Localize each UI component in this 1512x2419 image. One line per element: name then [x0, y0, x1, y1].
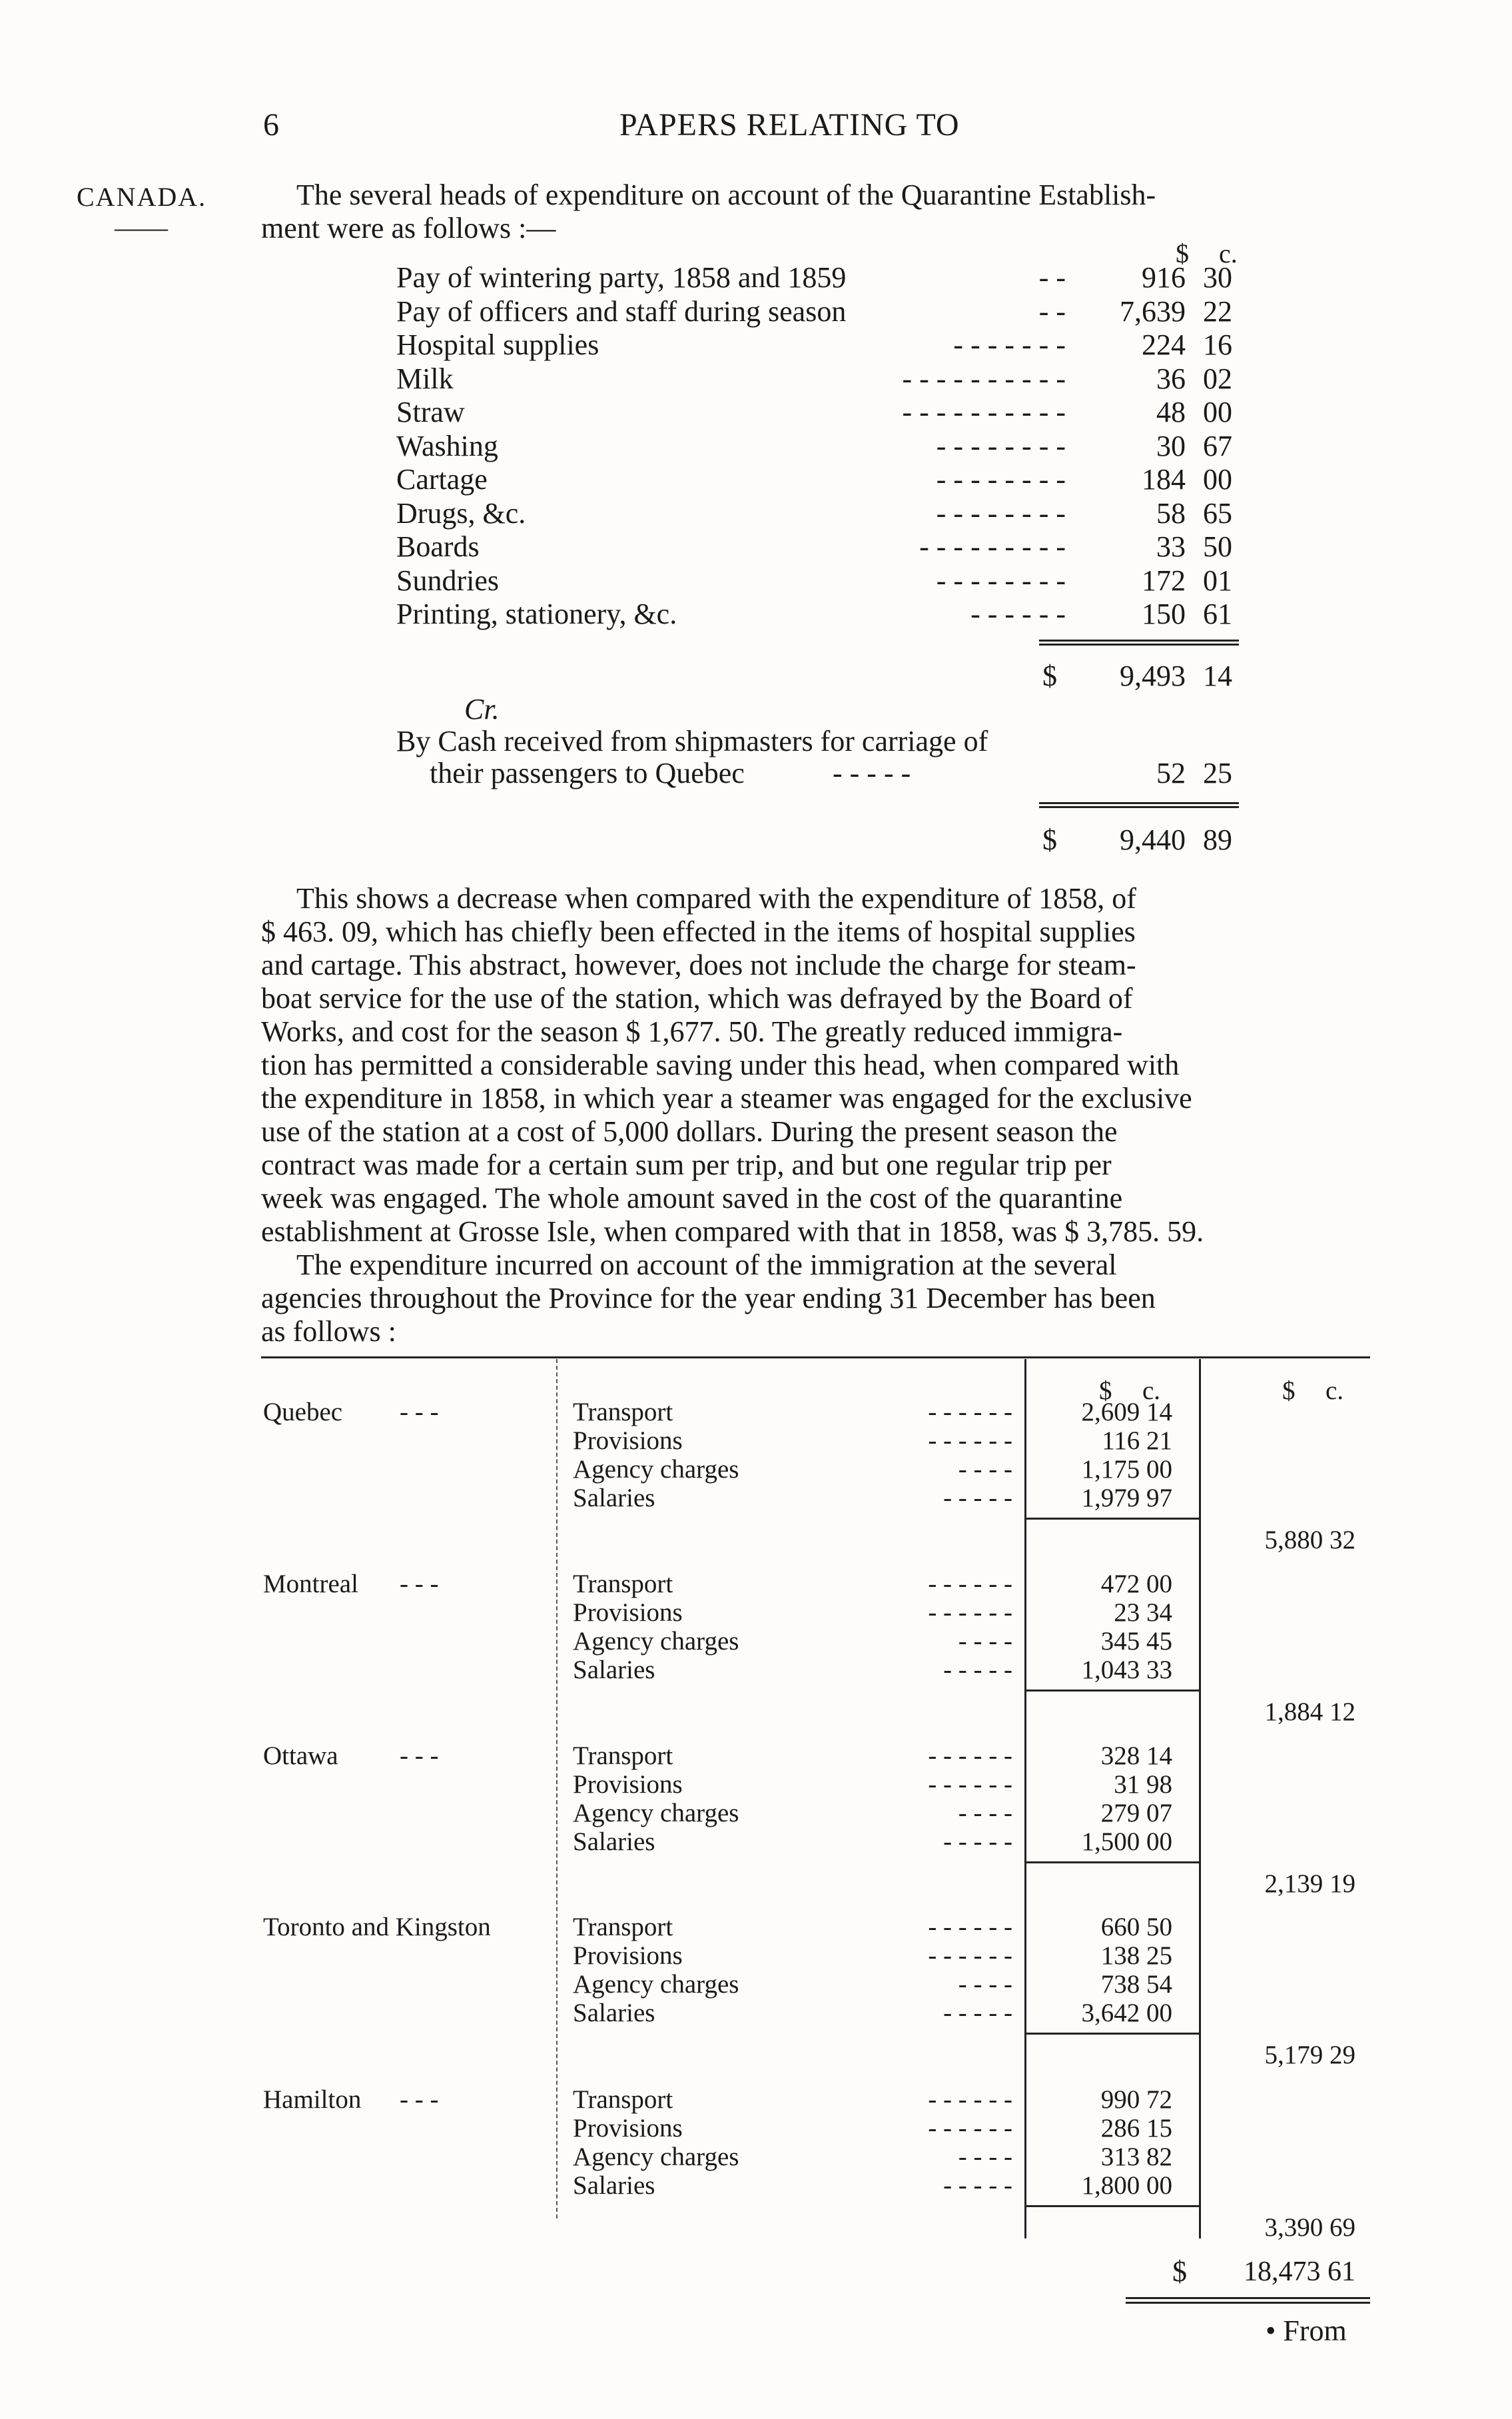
column-rule	[1024, 1359, 1026, 2238]
expense-leader: - - - - - - -	[953, 328, 1066, 361]
agency-item-value: 286 15	[1100, 2114, 1172, 2143]
expense-dollars: 33	[1156, 530, 1186, 563]
expense-cents: 02	[1203, 362, 1232, 395]
paragraph-line: week was engaged. The whole amount saved in the cost of the quarantine	[261, 1182, 1123, 1214]
expense-leader: - - - - - - - - - -	[902, 396, 1066, 428]
agency-item-value: 345 45	[1100, 1627, 1172, 1656]
agency-item-leader: - - - - - -	[928, 1570, 1012, 1598]
paragraph-line: the expenditure in 1858, in which year a steamer was engaged for the exclusive	[261, 1082, 1192, 1115]
subtotal-rule	[1024, 1690, 1199, 1692]
rule	[1039, 802, 1239, 804]
agency-item-leader: - - - - - -	[928, 1941, 1012, 1970]
agency-item-value: 472 00	[1100, 1570, 1172, 1598]
expense-label: Washing	[396, 429, 498, 462]
rule	[1126, 2297, 1370, 2299]
catchword: • From	[1266, 2314, 1347, 2347]
subtotal-rule	[1024, 2033, 1199, 2035]
expense-cents: 65	[1203, 496, 1232, 530]
agency-item-value: 3,642 00	[1081, 1999, 1172, 2027]
rule	[1126, 2302, 1370, 2304]
agency-total: 5,880 32	[1264, 1526, 1355, 1554]
paragraph-line: agencies throughout the Province for the year ending 31 December has been	[261, 1282, 1156, 1314]
agency-name: Hamilton	[263, 2085, 362, 2114]
agency-item-label: Transport	[573, 1741, 673, 1770]
agency-total: 1,884 12	[1264, 1697, 1355, 1726]
paragraph-line: contract was made for a certain sum per trip, and but one regular trip per	[261, 1149, 1112, 1181]
agency-item-value: 2,609 14	[1081, 1398, 1172, 1426]
agency-item-label: Provisions	[573, 1770, 683, 1799]
expense-dollars: 172	[1142, 564, 1186, 597]
agency-item-value: 279 07	[1100, 1799, 1172, 1827]
paragraph-line: and cartage. This abstract, however, does not include the charge for steam-	[261, 949, 1136, 981]
agency-item-label: Provisions	[573, 1941, 683, 1970]
agency-item-leader: - - - - -	[943, 2171, 1012, 2200]
paragraph-line: as follows :	[261, 1315, 396, 1348]
paragraph-line: Works, and cost for the season $ 1,677. 50. The greatly reduced immigra-	[261, 1015, 1123, 1048]
expense-label: Cartage	[396, 463, 488, 496]
expense-cents: 67	[1203, 429, 1232, 462]
expense-cents: 16	[1203, 328, 1232, 361]
agency-item-label: Transport	[573, 1570, 673, 1598]
credit-label: Cr.	[464, 693, 500, 726]
expense-cents: 00	[1203, 396, 1232, 428]
agency-item-leader: - - - -	[958, 1799, 1012, 1827]
paragraph-line: establishment at Grosse Isle, when compared with that in 1858, was $ 3,785. 59.	[261, 1215, 1204, 1248]
agency-item-leader: - - - - - -	[928, 1398, 1012, 1426]
expense-cents: 22	[1203, 294, 1232, 328]
agency-item-label: Salaries	[573, 1827, 655, 1856]
expense-leader: - - - - - - - -	[936, 564, 1066, 597]
expense-leader: - - - - - - - -	[936, 496, 1066, 530]
agency-item-leader: - - - - - -	[928, 1770, 1012, 1799]
net-total-dollars: 9,440	[1120, 823, 1186, 856]
paragraph-line: boat service for the use of the station, which was defrayed by the Board of	[261, 982, 1133, 1015]
agency-item-value: 1,175 00	[1081, 1455, 1172, 1484]
agency-item-value: 313 82	[1100, 2143, 1172, 2171]
column-rule	[556, 1359, 558, 2218]
expense-label: Pay of wintering party, 1858 and 1859	[396, 261, 847, 294]
agency-item-value: 1,979 97	[1081, 1484, 1172, 1512]
agency-item-leader: - - - -	[958, 1627, 1012, 1656]
agency-item-leader: - - - - - -	[928, 2114, 1012, 2143]
agency-name-leader: - - -	[400, 2085, 439, 2114]
agency-item-value: 990 72	[1100, 2085, 1172, 2114]
credit-cents: 25	[1203, 757, 1232, 789]
intro-line: ment were as follows :—	[261, 212, 556, 244]
expense-dollars: 916	[1142, 261, 1186, 294]
agency-item-leader: - - - -	[958, 2143, 1012, 2171]
expense-cents: 01	[1203, 564, 1232, 597]
credit-leader: - - - - -	[833, 757, 911, 789]
table-dollar-header: $	[1099, 1376, 1112, 1405]
net-total-cents: 89	[1203, 823, 1232, 856]
rule	[1039, 806, 1239, 808]
agency-item-leader: - - - - -	[943, 1656, 1012, 1684]
cents-header: c.	[1219, 239, 1238, 268]
expense-leader: - -	[1038, 294, 1066, 328]
expense-leader: - -	[1038, 261, 1066, 294]
table-cents-header: c.	[1325, 1376, 1344, 1405]
agency-item-label: Transport	[573, 1398, 673, 1426]
subtotal-rule	[1024, 1861, 1199, 1863]
agency-name: Montreal	[263, 1570, 358, 1598]
expense-label: Boards	[396, 530, 480, 563]
agency-item-label: Transport	[573, 1913, 673, 1941]
agency-item-label: Salaries	[573, 1656, 655, 1684]
expense-leader: - - - - - - - - -	[919, 530, 1066, 563]
expense-dollars: 48	[1156, 396, 1186, 428]
agency-total: 3,390 69	[1264, 2213, 1355, 2242]
paragraph-line: use of the station at a cost of 5,000 dollars. During the present season the	[261, 1115, 1118, 1148]
grand-total-symbol: $	[1172, 2255, 1187, 2288]
credit-line: By Cash received from shipmasters for carriage of	[396, 725, 988, 757]
agency-item-label: Salaries	[573, 1484, 655, 1512]
agency-item-value: 138 25	[1100, 1941, 1172, 1970]
expense-label: Printing, stationery, &c.	[396, 598, 677, 630]
side-note: CANADA.	[77, 182, 207, 212]
expense-leader: - - - - - - - - - -	[902, 362, 1066, 395]
subtotal-rule	[1024, 1518, 1199, 1520]
expense-leader: - - - - - -	[970, 598, 1066, 630]
agency-item-value: 116 21	[1102, 1426, 1172, 1455]
running-title: PAPERS RELATING TO	[619, 107, 960, 143]
expense-cents: 50	[1203, 530, 1232, 563]
table-top-rule	[261, 1356, 1370, 1358]
expense-label: Pay of officers and staff during season	[396, 294, 847, 328]
side-dash: ——	[115, 213, 168, 242]
agency-item-leader: - - - - -	[943, 1484, 1012, 1512]
expense-dollars: 30	[1156, 429, 1186, 462]
agency-item-leader: - - - - - -	[928, 1598, 1012, 1627]
expense-cents: 30	[1203, 261, 1232, 294]
agency-name: Toronto and Kingston	[263, 1913, 491, 1941]
column-rule	[1199, 1359, 1201, 2238]
subtotal-cents: 14	[1203, 660, 1232, 692]
expense-label: Straw	[396, 396, 465, 428]
agency-item-label: Agency charges	[573, 1455, 739, 1484]
agency-item-value: 328 14	[1100, 1741, 1172, 1770]
expense-leader: - - - - - - - -	[936, 429, 1066, 462]
expense-label: Sundries	[396, 564, 499, 597]
expense-cents: 00	[1203, 463, 1232, 496]
credit-dollars: 52	[1156, 757, 1186, 789]
agency-item-leader: - - - - - -	[928, 1741, 1012, 1770]
expense-dollars: 36	[1156, 362, 1186, 395]
agency-item-label: Agency charges	[573, 1799, 739, 1827]
agency-item-leader: - - - - - -	[928, 1913, 1012, 1941]
agency-item-label: Salaries	[573, 2171, 655, 2200]
subtotal-dollars: 9,493	[1120, 660, 1186, 692]
expense-dollars: 224	[1142, 328, 1186, 361]
expense-dollars: 7,639	[1120, 294, 1186, 328]
agency-item-leader: - - - - - -	[928, 2085, 1012, 2114]
agency-item-label: Provisions	[573, 1426, 683, 1455]
subtotal-rule	[1024, 2205, 1199, 2207]
agency-item-value: 1,800 00	[1081, 2171, 1172, 2200]
table-dollar-header: $	[1282, 1376, 1296, 1405]
agency-name-leader: - - -	[400, 1570, 439, 1598]
agency-total: 5,179 29	[1264, 2041, 1355, 2069]
expense-label: Drugs, &c.	[396, 496, 526, 530]
agency-item-value: 31 98	[1114, 1770, 1172, 1799]
grand-total: 18,473 61	[1244, 2256, 1355, 2287]
agency-item-leader: - - - - -	[943, 1999, 1012, 2027]
expense-dollars: 184	[1142, 463, 1186, 496]
paragraph-line: tion has permitted a considerable saving under this head, when compared with	[261, 1049, 1180, 1081]
agency-item-value: 738 54	[1100, 1970, 1172, 1999]
paragraph-line: This shows a decrease when compared with the expenditure of 1858, of	[296, 882, 1136, 915]
agency-name-leader: - - -	[400, 1398, 439, 1426]
agency-item-leader: - - - - - -	[928, 1426, 1012, 1455]
expense-label: Milk	[396, 362, 454, 395]
agency-item-label: Transport	[573, 2085, 673, 2114]
agency-item-label: Salaries	[573, 1999, 655, 2027]
expense-leader: - - - - - - - -	[936, 463, 1066, 496]
agency-item-label: Agency charges	[573, 2143, 739, 2171]
agency-name: Quebec	[263, 1398, 343, 1426]
agency-item-label: Agency charges	[573, 1627, 739, 1656]
rule	[1039, 644, 1239, 646]
agency-item-value: 23 34	[1114, 1598, 1172, 1627]
agency-name: Ottawa	[263, 1741, 338, 1770]
agency-item-leader: - - - -	[958, 1970, 1012, 1999]
net-total-symbol: $	[1042, 823, 1057, 856]
expense-cents: 61	[1203, 598, 1232, 630]
agency-item-label: Agency charges	[573, 1970, 739, 1999]
agency-item-value: 1,043 33	[1081, 1656, 1172, 1684]
agency-item-leader: - - - - -	[943, 1827, 1012, 1856]
subtotal-symbol: $	[1042, 660, 1057, 692]
agency-item-label: Provisions	[573, 1598, 683, 1627]
dollar-header: $	[1176, 239, 1189, 268]
intro-line: The several heads of expenditure on account of the Quarantine Establish-	[296, 179, 1156, 211]
paragraph-line: $ 463. 09, which has chiefly been effected in the items of hospital supplies	[261, 915, 1136, 948]
expense-label: Hospital supplies	[396, 328, 599, 361]
agency-item-label: Provisions	[573, 2114, 683, 2143]
table-cents-header: c.	[1142, 1376, 1161, 1405]
rule	[1039, 640, 1239, 642]
agency-name-leader: - - -	[400, 1741, 439, 1770]
expense-dollars: 58	[1156, 496, 1186, 530]
agency-total: 2,139 19	[1264, 1869, 1355, 1898]
agency-item-value: 660 50	[1100, 1913, 1172, 1941]
page-number: 6	[263, 107, 280, 143]
agency-item-value: 1,500 00	[1081, 1827, 1172, 1856]
paragraph-line: The expenditure incurred on account of the immigration at the several	[296, 1248, 1117, 1281]
expense-dollars: 150	[1142, 598, 1186, 630]
credit-line: their passengers to Quebec	[430, 757, 745, 789]
agency-item-leader: - - - -	[958, 1455, 1012, 1484]
